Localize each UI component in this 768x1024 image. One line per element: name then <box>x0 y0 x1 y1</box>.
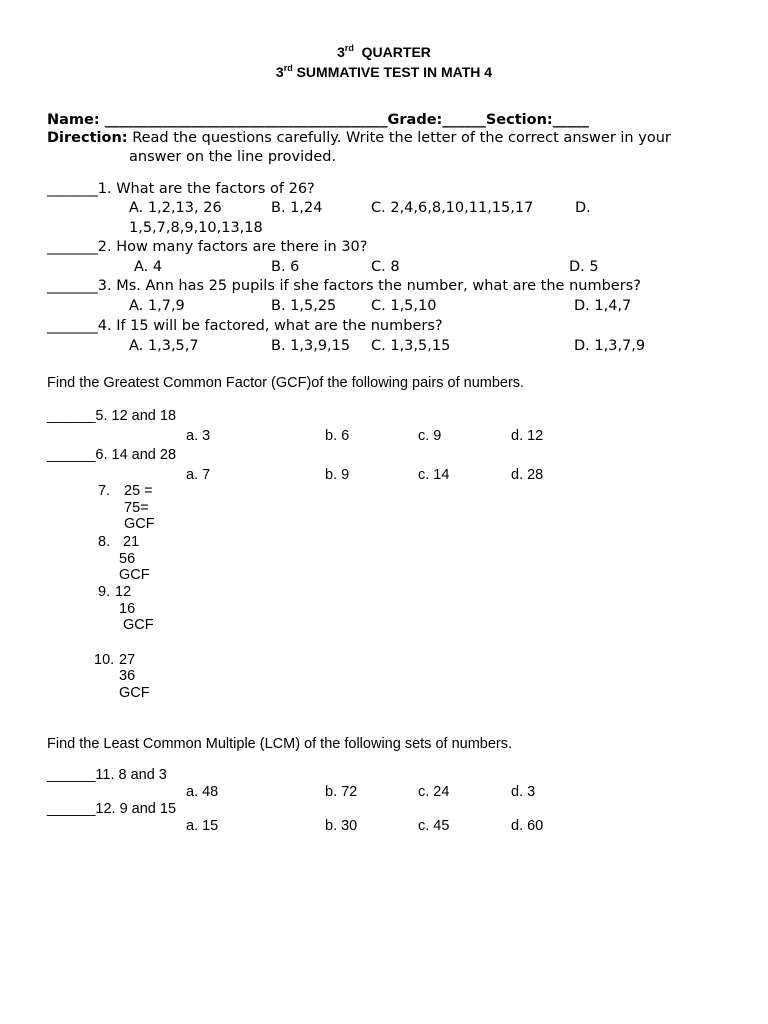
q10-line1: 27 <box>119 652 136 668</box>
student-info-line: Name: _______________________________________Grade:______Section:_____ <box>47 112 589 128</box>
question-3-stem: _______3. Ms. Ann has 25 pupils if she factors the number, what are the numbers? <box>47 278 641 294</box>
q6-option-b: b. 9 <box>325 467 350 483</box>
q5-option-c: c. 9 <box>418 428 442 444</box>
section-blank[interactable]: _____ <box>552 112 589 128</box>
q2-option-c: C. 8 <box>371 259 400 275</box>
q4-option-b: B. 1,3,9,15 <box>271 338 351 354</box>
title-quarter: 3rd QUARTER <box>337 43 431 60</box>
q10-number: 10. <box>94 652 115 668</box>
q1-option-b: B. 1,24 <box>271 200 323 216</box>
q7-line1: 25 = <box>124 483 153 499</box>
question-2-stem: _______2. How many factors are there in 30? <box>47 239 368 255</box>
q9-number: 9. <box>98 584 111 600</box>
q10-line2: 36 <box>119 668 136 684</box>
q4-option-a: A. 1,3,5,7 <box>129 338 199 354</box>
q9-gcf-label: GCF <box>123 617 154 633</box>
q6-option-d: d. 28 <box>511 467 544 483</box>
question-5-stem: ______5. 12 and 18 <box>47 408 177 424</box>
q3-option-c: C. 1,5,10 <box>371 298 437 314</box>
q9-line2: 16 <box>119 601 136 617</box>
q11-option-b: b. 72 <box>325 784 358 800</box>
q7-line2: 75= <box>124 500 149 516</box>
question-12-stem: ______12. 9 and 15 <box>47 801 177 817</box>
q2-option-a: A. 4 <box>134 259 163 275</box>
q1-option-d: D. <box>575 200 591 216</box>
q8-line2: 56 <box>119 551 136 567</box>
lcm-instruction: Find the Least Common Multiple (LCM) of the following sets of numbers. <box>47 736 513 752</box>
q12-option-b: b. 30 <box>325 818 358 834</box>
question-1-stem: _______1. What are the factors of 26? <box>47 181 315 197</box>
name-blank[interactable]: _______________________________________ <box>104 112 388 128</box>
q6-option-a: a. 7 <box>186 467 211 483</box>
question-4-stem: _______4. If 15 will be factored, what are the numbers? <box>47 318 443 334</box>
q8-gcf-label: GCF <box>119 567 150 583</box>
q12-option-a: a. 15 <box>186 818 219 834</box>
question-6-stem: ______6. 14 and 28 <box>47 447 177 463</box>
question-11-stem: ______11. 8 and 3 <box>47 767 167 783</box>
q3-option-a: A. 1,7,9 <box>129 298 185 314</box>
direction-line1: Direction: Read the questions carefully. Write the letter of the correct answer in your <box>47 130 671 146</box>
q2-option-d: D. 5 <box>569 259 599 275</box>
q3-option-b: B. 1,5,25 <box>271 298 337 314</box>
q7-number: 7. <box>98 483 111 499</box>
q1-option-d-cont: 1,5,7,8,9,10,13,18 <box>129 220 263 236</box>
q4-option-c: C. 1,3,5,15 <box>371 338 451 354</box>
q7-gcf-label: GCF <box>124 516 155 532</box>
q2-option-b: B. 6 <box>271 259 300 275</box>
q3-option-d: D. 1,4,7 <box>574 298 632 314</box>
q8-line1: 21 <box>123 534 140 550</box>
q12-option-c: c. 45 <box>418 818 450 834</box>
gcf-instruction: Find the Greatest Common Factor (GCF)of the following pairs of numbers. <box>47 375 525 391</box>
q4-option-d: D. 1,3,7,9 <box>574 338 646 354</box>
q11-option-c: c. 24 <box>418 784 450 800</box>
q9-line1: 12 <box>115 584 132 600</box>
q5-option-d: d. 12 <box>511 428 544 444</box>
q10-gcf-label: GCF <box>119 685 150 701</box>
q1-option-a: A. 1,2,13, 26 <box>129 200 222 216</box>
q6-option-c: c. 14 <box>418 467 450 483</box>
direction-line2: answer on the line provided. <box>129 149 337 165</box>
q5-option-a: a. 3 <box>186 428 211 444</box>
q5-option-b: b. 6 <box>325 428 350 444</box>
q11-option-a: a. 48 <box>186 784 219 800</box>
q12-option-d: d. 60 <box>511 818 544 834</box>
q11-option-d: d. 3 <box>511 784 536 800</box>
q1-option-c: C. 2,4,6,8,10,11,15,17 <box>371 200 534 216</box>
grade-blank[interactable]: ______ <box>442 112 486 128</box>
title-test: 3rd SUMMATIVE TEST IN MATH 4 <box>275 63 493 80</box>
q8-number: 8. <box>98 534 111 550</box>
